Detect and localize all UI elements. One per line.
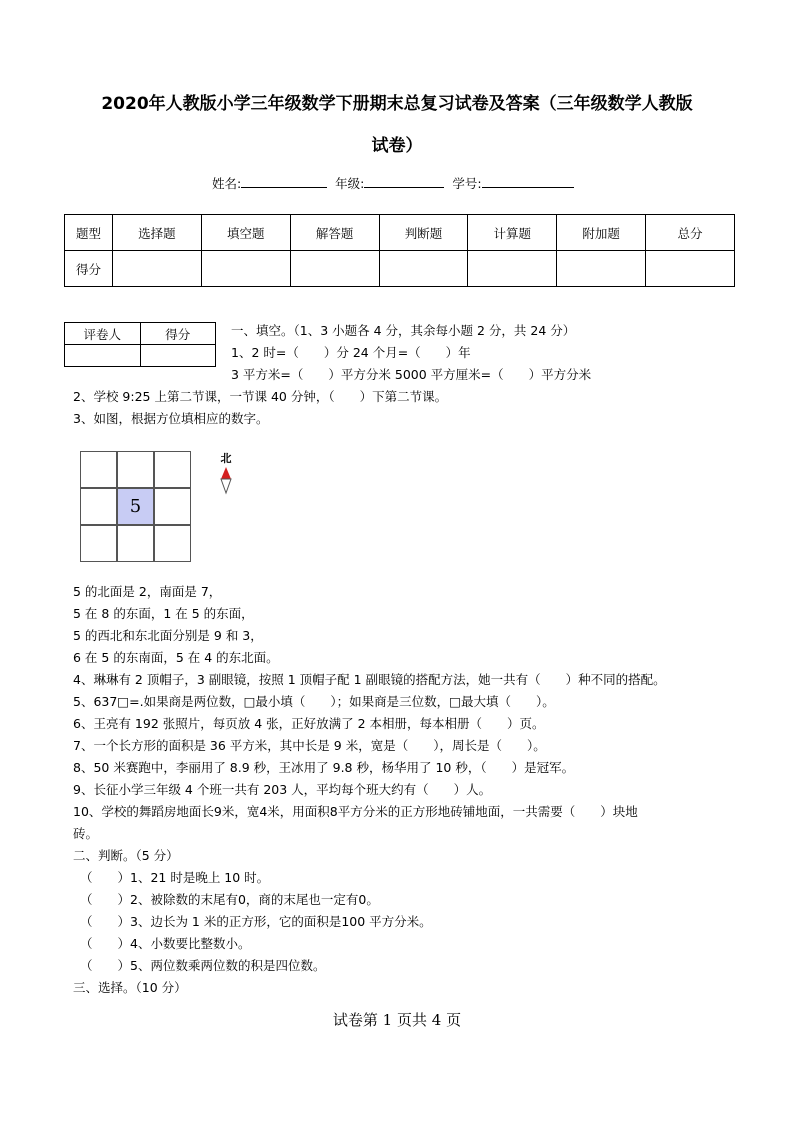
score-row-label: 得分 xyxy=(65,251,113,287)
question-1a: 1、2 时=（ ）分 24 个月=（ ）年 xyxy=(231,345,471,360)
score-table-header-row xyxy=(65,215,735,251)
score-cell[interactable] xyxy=(557,251,646,287)
grid-cell xyxy=(154,488,191,525)
grader-score-cell[interactable] xyxy=(140,345,216,367)
student-info-line xyxy=(212,174,574,192)
north-label: 北 xyxy=(220,452,232,465)
score-cell[interactable] xyxy=(290,251,379,287)
hint-2: 5 在 8 的东面，1 在 5 的东面， xyxy=(73,606,254,621)
document-title-continued: 试卷） xyxy=(371,136,423,156)
hint-4: 6 在 5 的东南面，5 在 4 的东北面。 xyxy=(73,650,279,665)
question-4: 4、琳琳有 2 顶帽子，3 副眼镜，按照 1 顶帽子配 1 副眼镜的搭配方法，她一共有（ ）种不同的搭配。 xyxy=(73,672,666,687)
north-compass xyxy=(217,450,235,496)
reviewer-label: 评卷人 xyxy=(65,323,141,345)
judge-5: （ ）5、两位数乘两位数的积是四位数。 xyxy=(80,958,326,973)
direction-grid xyxy=(80,451,191,562)
grid-cell xyxy=(80,488,117,525)
grid-cell xyxy=(154,525,191,562)
question-5: 5、637□=.如果商是两位数，□最小填（ ）；如果商是三位数，□最大填（ ）。 xyxy=(73,694,555,709)
header-cell: 判断题 xyxy=(379,215,468,251)
score-table-score-row xyxy=(65,251,735,287)
score-cell[interactable] xyxy=(379,251,468,287)
grid-cell xyxy=(117,451,154,488)
grader-score-label: 得分 xyxy=(140,323,216,345)
grade-blank[interactable] xyxy=(364,175,444,188)
name-label: 姓名: xyxy=(212,176,242,191)
page-footer: 试卷第 1 页共 4 页 xyxy=(332,1011,462,1029)
question-7: 7、一个长方形的面积是 36 平方米，其中长是 9 米，宽是（ ），周长是（ ）。 xyxy=(73,738,546,753)
judge-4: （ ）4、小数要比整数小。 xyxy=(80,936,251,951)
grid-cell xyxy=(80,451,117,488)
judge-1: （ ）1、21 时是晚上 10 时。 xyxy=(80,870,270,885)
student-id-label: 学号: xyxy=(452,176,482,191)
header-cell: 解答题 xyxy=(290,215,379,251)
north-arrow-icon xyxy=(217,465,235,495)
grid-cell xyxy=(80,525,117,562)
section3-heading: 三、选择。（10 分） xyxy=(73,980,187,995)
score-cell[interactable] xyxy=(646,251,735,287)
header-cell: 选择题 xyxy=(113,215,202,251)
grade-label: 年级: xyxy=(335,176,365,191)
section2-heading: 二、判断。（5 分） xyxy=(73,848,179,863)
header-cell: 计算题 xyxy=(468,215,557,251)
question-8: 8、50 米赛跑中，李丽用了 8.9 秒，王冰用了 9.8 秒，杨华用了 10 秒，（ ）是冠军。 xyxy=(73,760,575,775)
header-cell: 题型 xyxy=(65,215,113,251)
grid-cell xyxy=(154,451,191,488)
grid-cell xyxy=(117,525,154,562)
question-10-continued: 砖。 xyxy=(73,826,99,841)
score-cell[interactable] xyxy=(468,251,557,287)
score-table xyxy=(64,214,735,287)
hint-3: 5 的西北和东北面分别是 9 和 3， xyxy=(73,628,263,643)
document-title: 2020年人教版小学三年级数学下册期末总复习试卷及答案（三年级数学人教版 xyxy=(101,94,693,114)
question-3: 3、如图，根据方位填相应的数字。 xyxy=(73,411,269,426)
question-1b: 3 平方米=（ ）平方分米 5000 平方厘米=（ ）平方分米 xyxy=(231,367,592,382)
name-blank[interactable] xyxy=(241,175,327,188)
section1-heading: 一、填空。（1、3 小题各 4 分，其余每小题 2 分，共 24 分） xyxy=(231,323,576,338)
hint-1: 5 的北面是 2，南面是 7， xyxy=(73,584,222,599)
header-cell: 附加题 xyxy=(557,215,646,251)
question-2: 2、学校 9:25 上第二节课，一节课 40 分钟，（ ）下第二节课。 xyxy=(73,389,448,404)
header-cell: 填空题 xyxy=(201,215,290,251)
student-id-blank[interactable] xyxy=(482,175,574,188)
judge-2: （ ）2、被除数的末尾有0，商的末尾也一定有0。 xyxy=(80,892,379,907)
grid-center-cell: 5 xyxy=(117,488,154,525)
header-cell: 总分 xyxy=(646,215,735,251)
reviewer-cell[interactable] xyxy=(65,345,141,367)
judge-3: （ ）3、边长为 1 米的正方形，它的面积是100 平方分米。 xyxy=(80,914,432,929)
question-9: 9、长征小学三年级 4 个班一共有 203 人，平均每个班大约有（ ）人。 xyxy=(73,782,492,797)
score-cell[interactable] xyxy=(113,251,202,287)
question-10: 10、学校的舞蹈房地面长9米，宽4米，用面积8平方分米的正方形地砖铺地面，一共需要（ ）块地 xyxy=(73,804,638,819)
grader-table xyxy=(64,322,216,367)
question-6: 6、王亮有 192 张照片，每页放 4 张，正好放满了 2 本相册，每本相册（ ）页。 xyxy=(73,716,545,731)
score-cell[interactable] xyxy=(201,251,290,287)
